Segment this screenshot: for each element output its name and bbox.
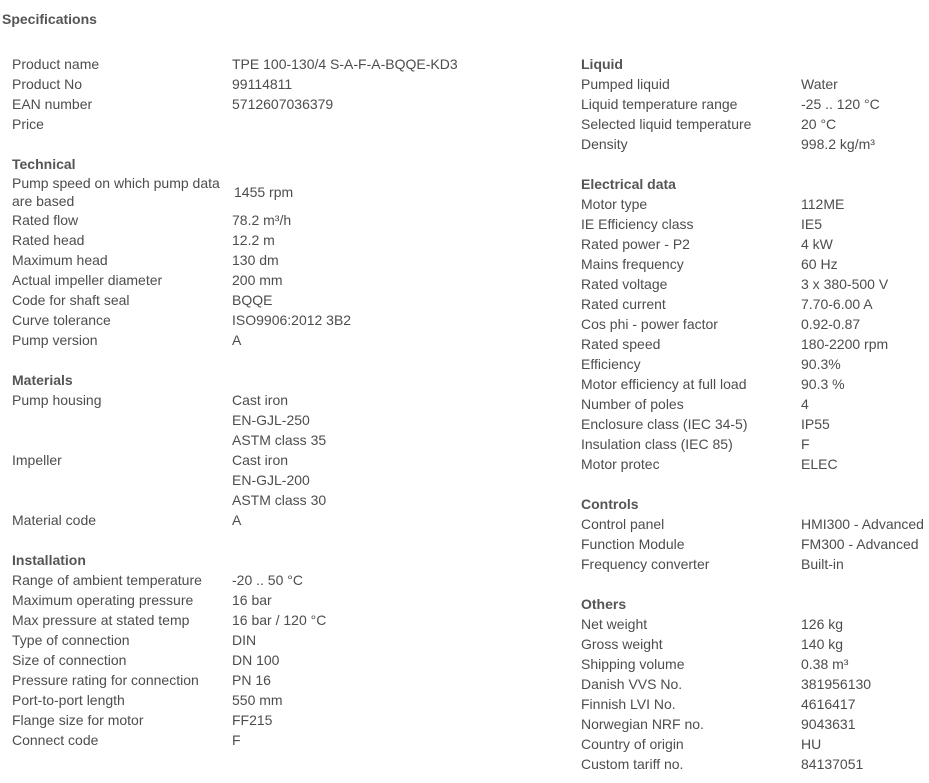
spec-value (801, 214, 822, 234)
spec-value-line: ISO9906:2012 3B2 (232, 312, 352, 328)
spec-value-line: 1455 rpm (234, 184, 294, 200)
spec-row (581, 414, 929, 434)
spec-value (801, 674, 871, 694)
spec-value (232, 670, 271, 690)
spec-row (12, 650, 572, 670)
section-spacer (12, 134, 572, 154)
spec-value (801, 714, 856, 734)
spec-value-line: Cast iron (232, 452, 289, 468)
spec-value-line: DN 100 (232, 652, 280, 668)
spec-label: Port-to-port length (12, 692, 125, 708)
spec-value-line: 4 (801, 396, 809, 412)
spec-label: Shipping volume (581, 656, 685, 672)
spec-value (801, 354, 841, 374)
spec-label: Rated speed (581, 336, 661, 352)
spec-value (801, 234, 833, 254)
spec-label: Number of poles (581, 396, 684, 412)
spec-value-line: F (801, 436, 810, 452)
spec-label: EAN number (12, 96, 93, 112)
spec-label: Net weight (581, 616, 648, 632)
spec-row (12, 670, 572, 690)
spec-row (581, 654, 929, 674)
spec-value (801, 754, 863, 774)
spec-value (801, 74, 838, 94)
spec-row (12, 114, 572, 134)
spec-value-line: DIN (232, 632, 257, 648)
spec-value (801, 394, 809, 414)
spec-value (232, 730, 241, 750)
spec-row (581, 534, 929, 554)
spec-value (801, 614, 843, 634)
spec-label: Country of origin (581, 736, 684, 752)
spec-value-line: BQQE (232, 292, 273, 308)
spec-value-line: -20 .. 50 °C (232, 572, 303, 588)
spec-value (232, 390, 326, 450)
spec-value-line: 4616417 (801, 696, 856, 712)
spec-value-line: F (232, 732, 241, 748)
spec-value (232, 570, 303, 590)
spec-row (12, 270, 572, 290)
spec-value (801, 694, 856, 714)
spec-row (581, 234, 929, 254)
spec-row (12, 74, 572, 94)
left-column (12, 54, 572, 750)
spec-row (581, 334, 929, 354)
spec-value-line: 16 bar (232, 592, 272, 608)
spec-label: Code for shaft seal (12, 292, 130, 308)
spec-section-installation (12, 550, 572, 750)
spec-label: Product No (12, 76, 83, 92)
spec-value (801, 334, 888, 354)
spec-value-line: 9043631 (801, 716, 856, 732)
spec-label: Control panel (581, 516, 665, 532)
spec-value (232, 290, 272, 310)
spec-value-line: A (232, 332, 242, 348)
spec-row (12, 94, 572, 114)
spec-value-line: 20 °C (801, 116, 837, 132)
spec-row (581, 314, 929, 334)
spec-value-line: 16 bar / 120 °C (232, 612, 327, 628)
spec-row (12, 250, 572, 270)
spec-value-line: IE5 (801, 216, 823, 232)
spec-row (581, 74, 929, 94)
spec-label: Maximum head (12, 252, 108, 268)
spec-row (12, 590, 572, 610)
spec-value-line: 78.2 m³/h (232, 212, 292, 228)
spec-value (232, 510, 241, 530)
spec-value-line: Built-in (801, 556, 844, 572)
spec-value-line: ASTM class 30 (232, 492, 327, 508)
spec-value (232, 650, 279, 670)
spec-row (581, 634, 929, 654)
spec-value-line: 5712607036379 (232, 96, 334, 112)
spec-value-line: ELEC (801, 456, 838, 472)
spec-value-line: 90.3% (801, 356, 841, 372)
spec-value-line: PN 16 (232, 672, 271, 688)
spec-value-line: HU (801, 736, 822, 752)
spec-value (232, 590, 272, 610)
spec-row (12, 330, 572, 350)
spec-value-line: A (232, 512, 242, 528)
spec-value-line: HMI300 - Advanced (801, 516, 924, 532)
spec-value (801, 114, 836, 134)
section-heading: Others (581, 596, 627, 612)
spec-label: Motor protec (581, 456, 660, 472)
spec-row (581, 394, 929, 414)
spec-label: Curve tolerance (12, 312, 111, 328)
spec-value-line: 12.2 m (232, 232, 275, 248)
spec-label: Material code (12, 512, 97, 528)
spec-row (581, 254, 929, 274)
spec-value-line: 180-2200 rpm (801, 336, 889, 352)
spec-label: Actual impeller diameter (12, 272, 163, 288)
spec-row (12, 710, 572, 730)
spec-row (581, 374, 929, 394)
spec-section-liquid (581, 54, 929, 154)
spec-row (581, 514, 929, 534)
spec-section-controls (581, 494, 929, 574)
section-heading: Installation (12, 552, 86, 568)
spec-value-line: Water (801, 76, 838, 92)
spec-label: Flange size for motor (12, 712, 144, 728)
spec-value (801, 414, 830, 434)
spec-value-line: 130 dm (232, 252, 279, 268)
spec-row (581, 614, 929, 634)
spec-row (581, 454, 929, 474)
spec-row (581, 114, 929, 134)
spec-label: Selected liquid temperature (581, 116, 752, 132)
spec-value (801, 534, 919, 554)
spec-label: Rated head (12, 232, 85, 248)
spec-row (581, 194, 929, 214)
spec-section-electrical-data (581, 174, 929, 474)
spec-value (232, 74, 292, 94)
spec-value (801, 374, 845, 394)
spec-value-line: 0.92-0.87 (801, 316, 861, 332)
spec-value (801, 454, 838, 474)
spec-value (232, 450, 326, 510)
right-column (581, 54, 929, 774)
spec-section-others (581, 594, 929, 774)
section-heading: Controls (581, 496, 639, 512)
spec-label: IE Efficiency class (581, 216, 694, 232)
spec-value-line: 3 x 380-500 V (801, 276, 889, 292)
spec-label: Danish VVS No. (581, 676, 683, 692)
section-spacer (581, 154, 929, 174)
spec-label: Impeller (12, 452, 62, 468)
spec-row (12, 290, 572, 310)
spec-label: Pump version (12, 332, 98, 348)
spec-label: Function Module (581, 536, 685, 552)
spec-label: Product name (12, 56, 100, 72)
spec-value-line: 84137051 (801, 756, 864, 772)
spec-value-line: 126 kg (801, 616, 844, 632)
spec-label: Type of connection (12, 632, 130, 648)
spec-value (232, 610, 326, 630)
spec-value-line: ASTM class 35 (232, 432, 327, 448)
spec-label: Rated current (581, 296, 666, 312)
spec-value (232, 310, 351, 330)
spec-row (581, 354, 929, 374)
spec-value (801, 654, 848, 674)
spec-label: Gross weight (581, 636, 663, 652)
spec-value-line: FM300 - Advanced (801, 536, 919, 552)
spec-label: Range of ambient temperature (12, 572, 202, 588)
spec-value (232, 94, 333, 114)
spec-value-line: 200 mm (232, 272, 283, 288)
spec-row (581, 554, 929, 574)
spec-value (232, 330, 241, 350)
spec-section-technical (12, 154, 572, 350)
spec-value-line: FF215 (232, 712, 273, 728)
spec-value-line: 0.38 m³ (801, 656, 849, 672)
spec-row (12, 54, 572, 74)
spec-value (801, 274, 888, 294)
spec-row (581, 734, 929, 754)
spec-value-line: 998.2 kg/m³ (801, 136, 875, 152)
spec-value-line: 90.3 % (801, 376, 845, 392)
spec-value-line: 112ME (801, 196, 845, 212)
spec-label: Connect code (12, 732, 99, 748)
spec-row (581, 294, 929, 314)
spec-label: Enclosure class (IEC 34-5) (581, 416, 748, 432)
spec-label: Frequency converter (581, 556, 710, 572)
spec-row (12, 174, 572, 210)
spec-label: Maximum operating pressure (12, 592, 194, 608)
spec-value (234, 182, 293, 202)
spec-section-general (12, 54, 572, 134)
spec-row (12, 730, 572, 750)
spec-row (12, 310, 572, 330)
spec-value (232, 630, 256, 650)
spec-label: Price (12, 116, 44, 132)
spec-row (12, 510, 572, 530)
spec-value-line: 4 kW (801, 236, 833, 252)
spec-value (801, 294, 873, 314)
section-spacer (12, 350, 572, 370)
spec-value-line: 550 mm (232, 692, 283, 708)
spec-value (232, 710, 272, 730)
spec-section-materials (12, 370, 572, 530)
spec-row (581, 134, 929, 154)
spec-value-line: 381956130 (801, 676, 872, 692)
spec-value (232, 54, 458, 74)
spec-row (581, 94, 929, 114)
spec-row (12, 690, 572, 710)
spec-row (12, 210, 572, 230)
spec-value-line: 140 kg (801, 636, 844, 652)
spec-value (801, 134, 875, 154)
spec-row (581, 694, 929, 714)
spec-value (801, 194, 844, 214)
spec-label: Pressure rating for connection (12, 672, 199, 688)
spec-row (12, 610, 572, 630)
spec-label: Cos phi - power factor (581, 316, 718, 332)
spec-value (801, 734, 821, 754)
section-spacer (581, 474, 929, 494)
spec-label: Rated flow (12, 212, 79, 228)
spec-row (12, 450, 572, 510)
spec-label: Rated power - P2 (581, 236, 690, 252)
spec-label: Max pressure at stated temp (12, 612, 190, 628)
spec-value (232, 230, 275, 250)
spec-value (801, 94, 880, 114)
spec-value-line: TPE 100-130/4 S-A-F-A-BQQE-KD3 (232, 56, 458, 72)
spec-label: Insulation class (IEC 85) (581, 436, 733, 452)
spec-row (12, 390, 572, 450)
spec-row (581, 434, 929, 454)
section-heading: Liquid (581, 56, 623, 72)
spec-label: Pumped liquid (581, 76, 670, 92)
section-heading: Electrical data (581, 176, 676, 192)
spec-label: Pump speed on which pump data are based (12, 175, 220, 209)
section-spacer (12, 530, 572, 550)
spec-label: Custom tariff no. (581, 756, 684, 772)
spec-value-line: EN-GJL-200 (232, 472, 310, 488)
page-title: Specifications (2, 11, 97, 27)
spec-label: Motor type (581, 196, 648, 212)
spec-label: Size of connection (12, 652, 127, 668)
spec-value-line: EN-GJL-250 (232, 412, 310, 428)
spec-row (581, 674, 929, 694)
spec-value (801, 554, 844, 574)
spec-value (801, 514, 924, 534)
spec-value (232, 250, 279, 270)
spec-label: Motor efficiency at full load (581, 376, 747, 392)
spec-value-line: 60 Hz (801, 256, 838, 272)
spec-value (232, 270, 283, 290)
spec-value (801, 634, 843, 654)
spec-value (232, 210, 291, 230)
section-heading: Technical (12, 156, 76, 172)
spec-row (581, 754, 929, 774)
spec-label: Norwegian NRF no. (581, 716, 704, 732)
spec-label: Pump housing (12, 392, 102, 408)
spec-row (12, 570, 572, 590)
spec-value-line: 7.70-6.00 A (801, 296, 873, 312)
section-spacer (581, 574, 929, 594)
spec-label: Rated voltage (581, 276, 668, 292)
spec-value-line: 99114811 (232, 76, 293, 92)
spec-row (581, 214, 929, 234)
spec-row (12, 230, 572, 250)
spec-label: Liquid temperature range (581, 96, 738, 112)
section-heading: Materials (12, 372, 73, 388)
spec-label: Finnish LVI No. (581, 696, 676, 712)
spec-value (232, 690, 283, 710)
spec-label: Density (581, 136, 628, 152)
spec-value (801, 314, 860, 334)
spec-label: Efficiency (581, 356, 641, 372)
spec-label: Mains frequency (581, 256, 684, 272)
spec-value (801, 254, 838, 274)
spec-value-line: Cast iron (232, 392, 289, 408)
spec-row (581, 274, 929, 294)
spec-value-line: -25 .. 120 °C (801, 96, 880, 112)
spec-value-line: IP55 (801, 416, 830, 432)
spec-value (801, 434, 810, 454)
spec-row (581, 714, 929, 734)
spec-row (12, 630, 572, 650)
